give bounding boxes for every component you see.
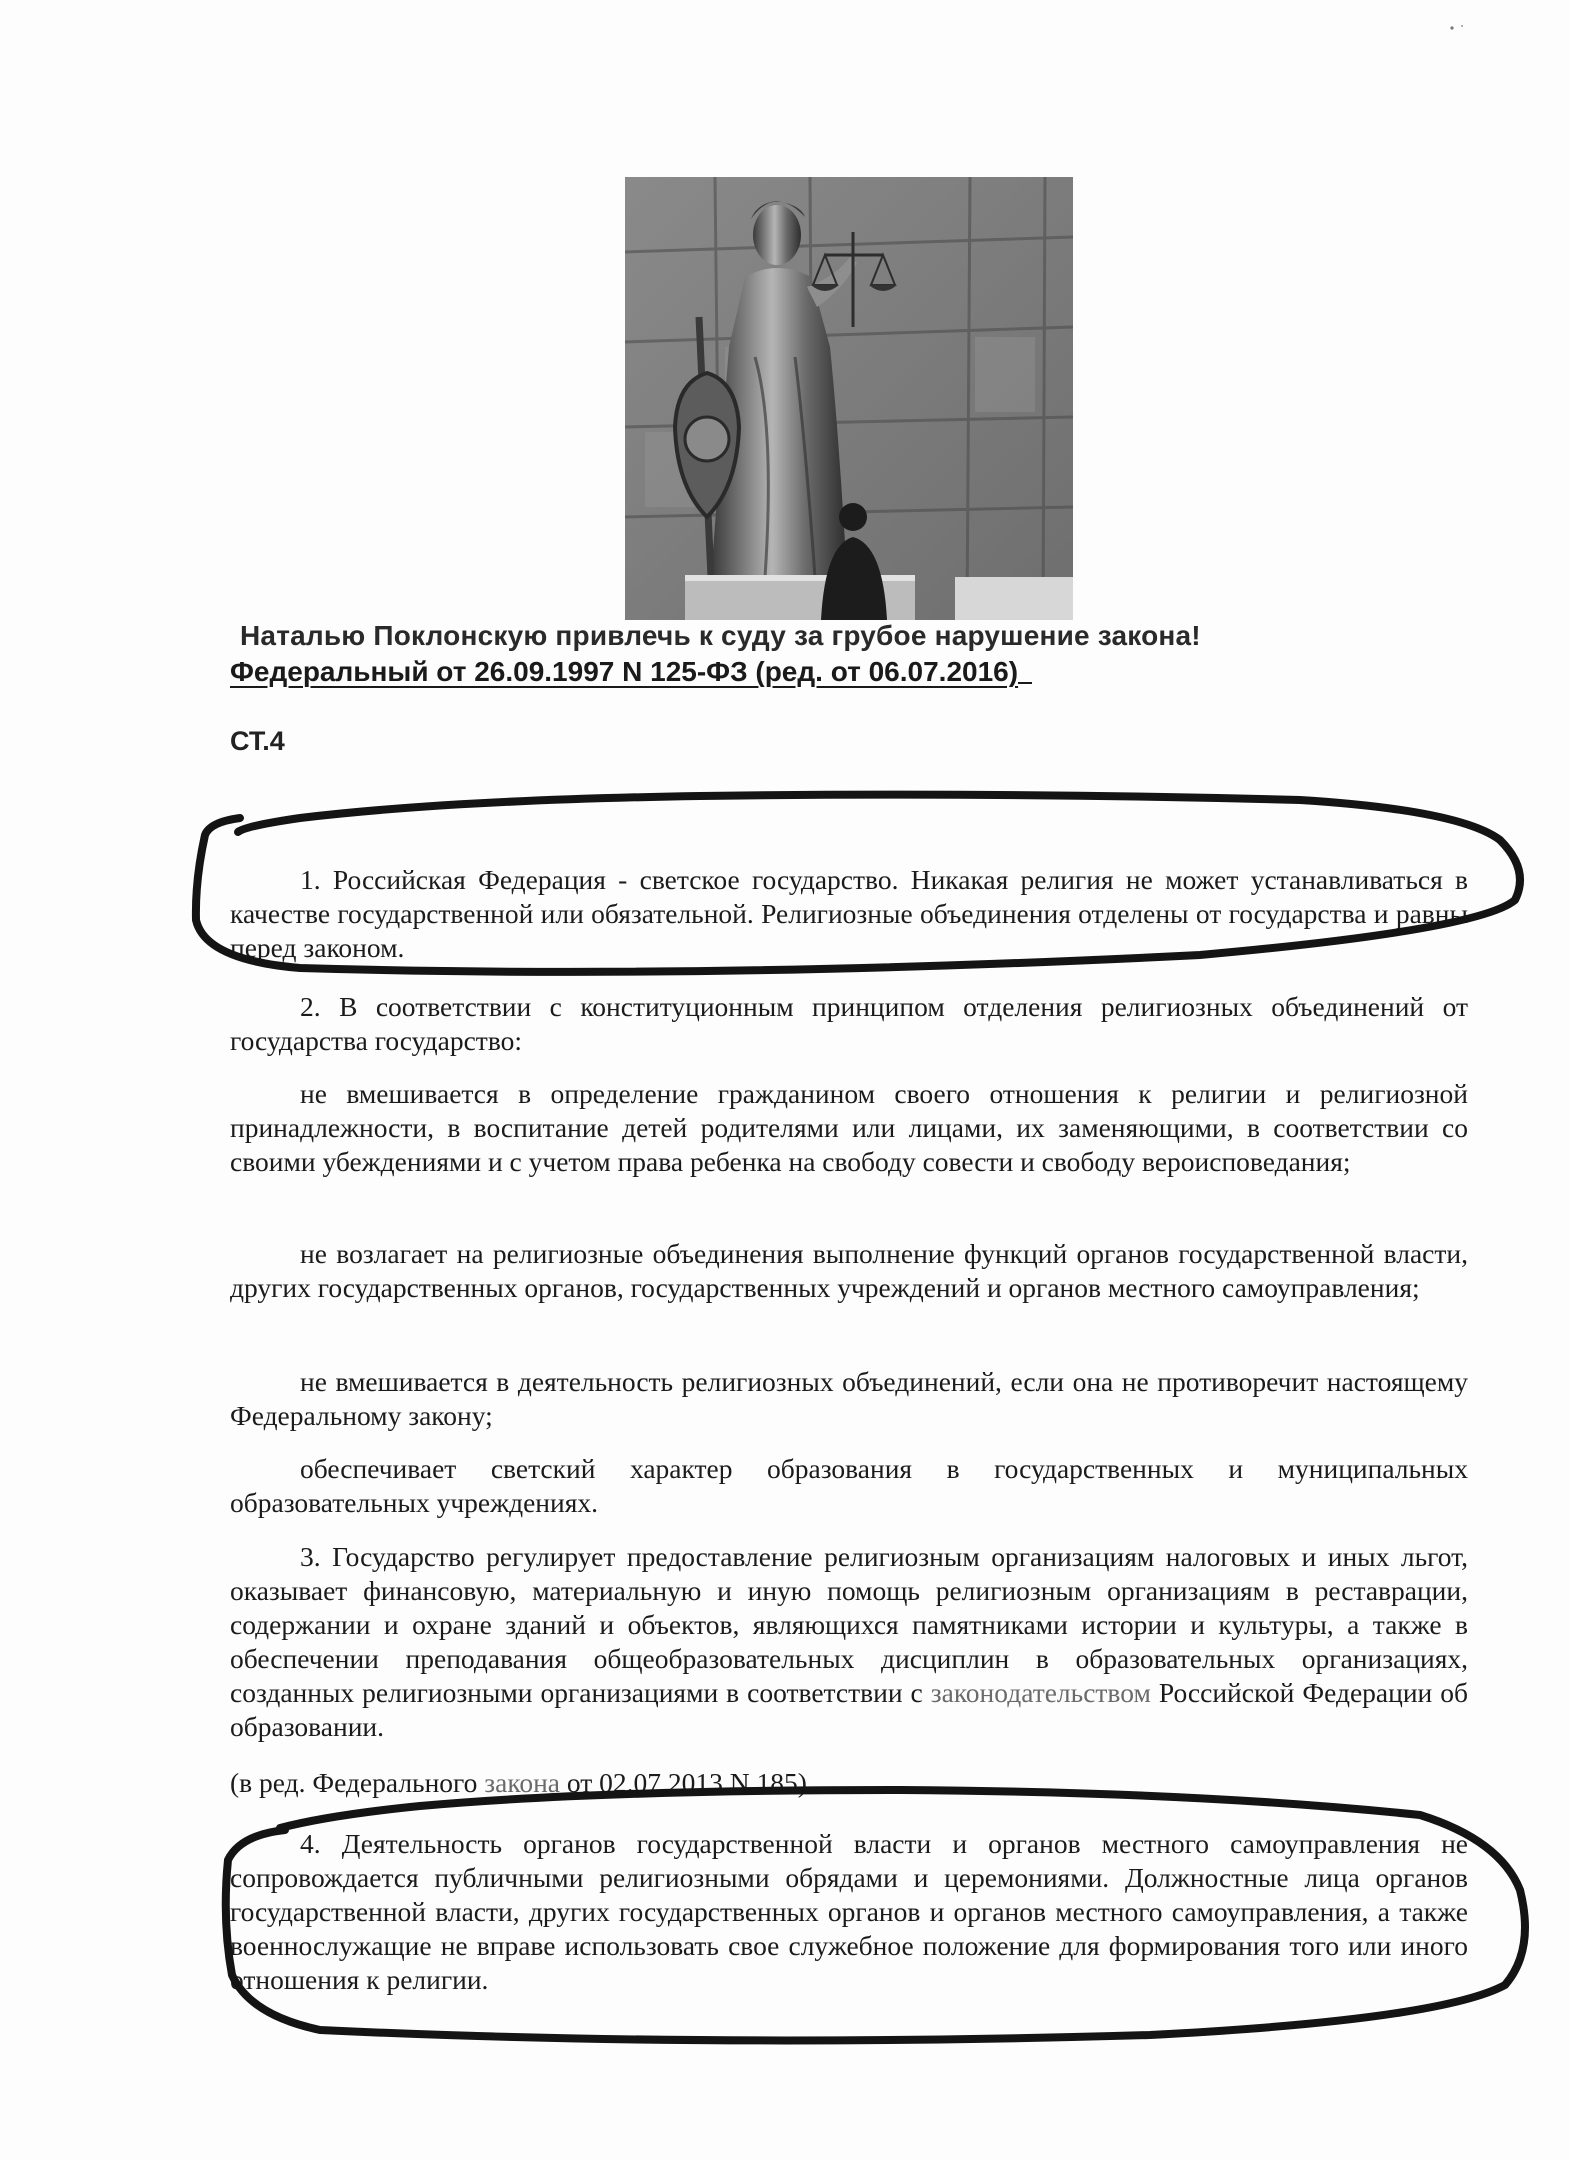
paragraph-2-item-4-text: обеспечивает светский характер образования в государственных и муниципальных образовательных учреждениях. — [230, 1453, 1468, 1518]
paragraph-2-item-2-text: не возлагает на религиозные объединения выполнение функций органов государственной власти, других государственных органов, государственных учреждений и органов местного самоуправления; — [230, 1238, 1468, 1303]
heading-law-reference — [230, 656, 1032, 688]
paragraph-2 — [230, 990, 1468, 1058]
scan-speck — [1440, 18, 1500, 38]
heading-demand: Наталью Поклонскую привлечь к суду за грубое нарушение закона! — [240, 620, 1201, 651]
legislation-link[interactable]: законодательством — [930, 1677, 1151, 1708]
law-link[interactable]: закона — [484, 1767, 560, 1798]
paragraph-4 — [230, 1827, 1468, 1997]
paragraph-2-item-1 — [230, 1077, 1468, 1179]
paragraph-2-item-4 — [230, 1452, 1468, 1520]
paragraph-3 — [230, 1540, 1468, 1744]
amendment-note-text: (в ред. Федерального — [230, 1767, 478, 1798]
paragraph-1 — [230, 863, 1468, 965]
paragraph-2-item-3 — [230, 1365, 1468, 1433]
paragraph-2-item-1-text: не вмешивается в определение гражданином своего отношения к религии и религиозной принадлежности, в воспитание детей родителями или лицами, их заменяющими, в соответствии со своими убеждениями и с учетом права ребенка на свободу совести и свободу вероисповедания; — [230, 1078, 1468, 1177]
paragraph-4-text: 4. Деятельность органов государственной власти и органов местного самоуправления не сопровождается публичными религиозными обрядами и церемониями. Должностные лица органов государственной власти, других государственных органов и органов местного самоуправления, а также военнослужащие не вправе использовать свое служебное положение для формирования того или иного отношения к религии. — [230, 1828, 1468, 1995]
paragraph-2-item-3-text: не вмешивается в деятельность религиозных объединений, если она не противоречит настоящему Федеральному закону; — [230, 1366, 1468, 1431]
themis-statue-photo — [625, 177, 1073, 620]
paragraph-3-text: 3. Государство регулирует предоставление религиозным организациям налоговых и иных льгот, оказывает финансовую, материальную и иную помощь религиозным организациям в реставрации, содержании и охране зданий и объектов, являющихся памятниками истории и культуры, а также в обеспечении преподавания общеобразовательных дисциплин в образовательных организациях, созданных религиозными организациями в соответствии с — [230, 1541, 1468, 1708]
amendment-note-text-end: от 02.07.2013 N 185) — [566, 1767, 807, 1798]
paragraph-2-item-2 — [230, 1237, 1468, 1305]
paragraph-3-text-end: Российской Федерации об образовании. — [230, 1677, 1468, 1742]
paragraph-1-text: 1. Российская Федерация - светское государство. Никакая религия не может устанавливаться в качестве государственной или обязательной. Религиозные объединения отделены от государства и равны перед законом. — [230, 864, 1468, 963]
amendment-note — [230, 1766, 1468, 1800]
law-reference-text: Федеральный от 26.09.1997 N 125-ФЗ (ред. от 06.07.2016) — [230, 656, 1019, 687]
paragraph-2-text: 2. В соответствии с конституционным принципом отделения религиозных объединений от государства государство: — [230, 991, 1468, 1056]
article-number: СТ.4 — [230, 726, 285, 756]
underline-tail — [1018, 656, 1032, 684]
